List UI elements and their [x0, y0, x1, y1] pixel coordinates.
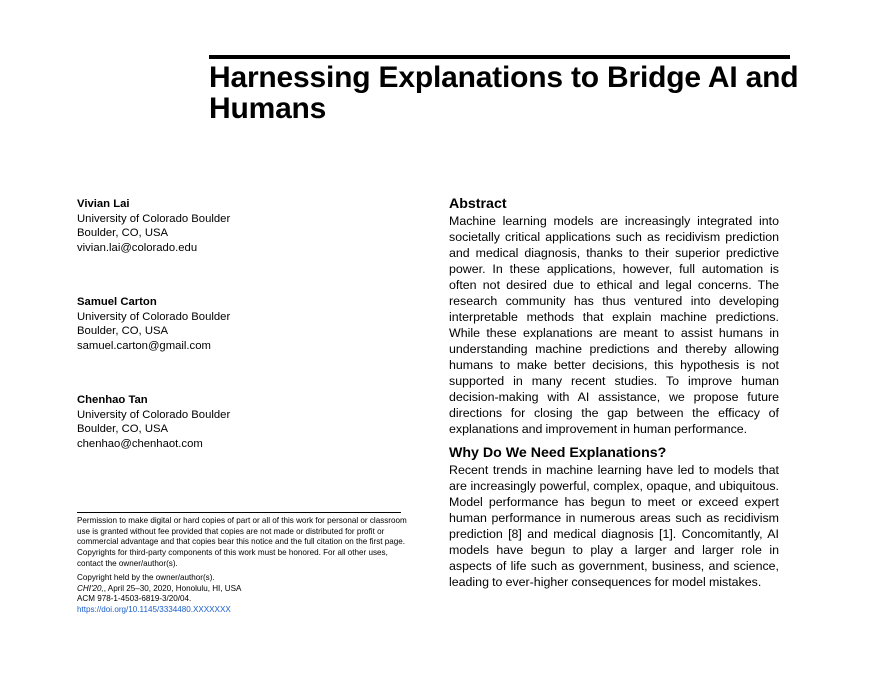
- author-email: samuel.carton@gmail.com: [77, 339, 211, 352]
- abstract-heading: Abstract: [449, 196, 507, 212]
- author-name: Chenhao Tan: [77, 394, 148, 406]
- paper-title: Harnessing Explanations to Bridge AI and Humans: [209, 61, 799, 125]
- author-location: Boulder, CO, USA: [77, 325, 169, 338]
- venue-line: [77, 584, 407, 595]
- doi-link[interactable]: https://doi.org/10.1145/3334480.XXXXXXX: [77, 605, 231, 615]
- author-block: [77, 393, 397, 491]
- author-affiliation: University of Colorado Boulder: [77, 212, 231, 225]
- author-name: Vivian Lai: [77, 198, 130, 210]
- copyright-holder: Copyright held by the owner/author(s).: [77, 573, 215, 582]
- permission-rule: [77, 512, 401, 513]
- main-column: [449, 196, 779, 590]
- copyright-block: [77, 573, 407, 616]
- venue-name: CHI'20,: [77, 583, 104, 593]
- author-email: vivian.lai@colorado.edu: [77, 241, 198, 254]
- permission-notice: Permission to make digital or hard copies of part or all of this work for personal or classroom use is granted without fee provided that copies are not made or distributed for profit or commercial advantage and that copies bear this notice and the full citation on the first page. Copyrights for third-party components of this work must be honored. For all other uses, contact the owner/author(s).: [77, 516, 407, 568]
- author-affiliation: University of Colorado Boulder: [77, 310, 231, 323]
- author-affiliation: University of Colorado Boulder: [77, 408, 231, 421]
- why-heading: Why Do We Need Explanations?: [449, 445, 667, 461]
- why-body: Recent trends in machine learning have led to models that are increasingly powerful, complex, opaque, and ubiquitous. Model performance has begun to meet or exceed expert human performance in numerous areas such as recidivism prediction [8] and medical diagnosis [1]. Concomitantly, AI models have begun to play a larger and larger role in aspects of life such as government, business, and science, leading to ever-higher consequences for model mistakes.: [449, 463, 779, 589]
- why-section: [449, 445, 779, 590]
- author-list: [77, 197, 397, 491]
- isbn: ACM 978-1-4503-6819-3/20/04.: [77, 594, 192, 604]
- author-block: [77, 295, 397, 393]
- author-email: chenhao@chenhaot.com: [77, 437, 203, 450]
- title-rule: [209, 55, 790, 59]
- venue-details: , April 25–30, 2020, Honolulu, HI, USA: [103, 583, 242, 593]
- author-name: Samuel Carton: [77, 296, 157, 308]
- author-location: Boulder, CO, USA: [77, 227, 169, 240]
- author-block: [77, 197, 397, 295]
- author-location: Boulder, CO, USA: [77, 423, 169, 436]
- abstract-body: Machine learning models are increasingly integrated into societally critical applications such as recidivism prediction and medical diagnosis, thanks to their superior predictive power. In these applications, however, full automation is often not desired due to ethical and legal concerns. The research community has thus ventured into developing interpretable methods that explain machine predictions. While these explanations are meant to assist humans in understanding machine predictions and thereby allowing humans to make better decisions, this hypothesis is not supported in many recent studies. To improve human decision-making with AI assistance, we propose future directions for closing the gap between the efficacy of explanations and improvement in human performance.: [449, 214, 779, 436]
